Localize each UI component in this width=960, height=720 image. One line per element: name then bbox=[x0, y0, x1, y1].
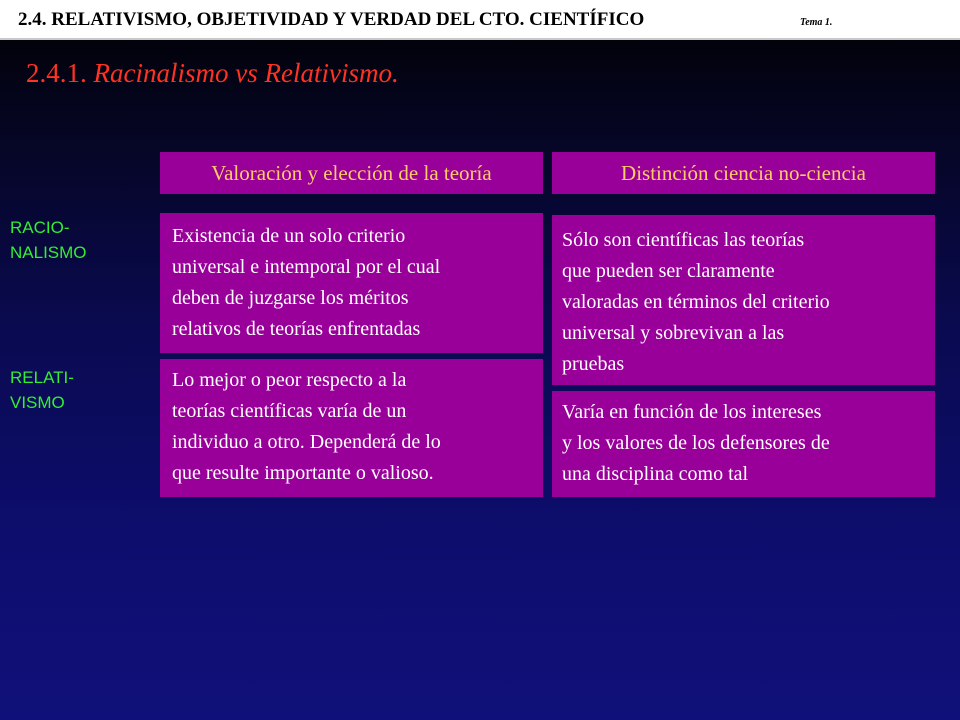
cell-line: Existencia de un solo criterio bbox=[172, 225, 406, 247]
cell-line: universal y sobrevivan a las bbox=[562, 322, 785, 344]
cell-line: Lo mejor o peor respecto a la bbox=[172, 369, 407, 391]
cell-line: relativos de teorías enfrentadas bbox=[172, 318, 421, 340]
cell-racionalismo-valoracion bbox=[160, 213, 543, 353]
cell-racionalismo-distincion bbox=[552, 215, 935, 385]
subtitle-number: 2.4.1. bbox=[26, 58, 87, 88]
column-header-distincion: Distinción ciencia no-ciencia bbox=[552, 152, 935, 194]
cell-line: teorías científicas varía de un bbox=[172, 400, 407, 422]
cell-line: una disciplina como tal bbox=[562, 463, 749, 485]
header-bar bbox=[0, 0, 960, 40]
cell-relativismo-valoracion bbox=[160, 359, 543, 497]
subtitle-text: Racinalismo vs Relativismo. bbox=[93, 58, 399, 88]
cell-line: pruebas bbox=[562, 353, 625, 375]
label-line: RACIO- bbox=[10, 218, 70, 237]
cell-line: y los valores de los defensores de bbox=[562, 432, 830, 454]
label-line: VISMO bbox=[10, 393, 65, 412]
tema-tag: Tema 1. bbox=[800, 17, 833, 28]
cell-line: que pueden ser claramente bbox=[562, 260, 775, 282]
cell-line: que resulte importante o valioso. bbox=[172, 462, 434, 484]
cell-line: Sólo son científicas las teorías bbox=[562, 229, 805, 251]
cell-line: universal e intemporal por el cual bbox=[172, 256, 441, 278]
cell-line: individuo a otro. Dependerá de lo bbox=[172, 431, 441, 453]
column-header-valoracion: Valoración y elección de la teoría bbox=[160, 152, 543, 194]
cell-line: deben de juzgarse los méritos bbox=[172, 287, 409, 309]
cell-relativismo-distincion bbox=[552, 391, 935, 497]
cell-line: valoradas en términos del criterio bbox=[562, 291, 830, 313]
label-line: RELATI- bbox=[10, 368, 74, 387]
label-line: NALISMO bbox=[10, 243, 87, 262]
header-title: 2.4. RELATIVISMO, OBJETIVIDAD Y VERDAD DEL CTO. CIENTÍFICO bbox=[18, 9, 645, 30]
section-subtitle bbox=[26, 58, 399, 89]
cell-line: Varía en función de los intereses bbox=[562, 401, 822, 423]
row-label-relativismo bbox=[10, 365, 74, 415]
row-label-racionalismo bbox=[10, 215, 87, 265]
